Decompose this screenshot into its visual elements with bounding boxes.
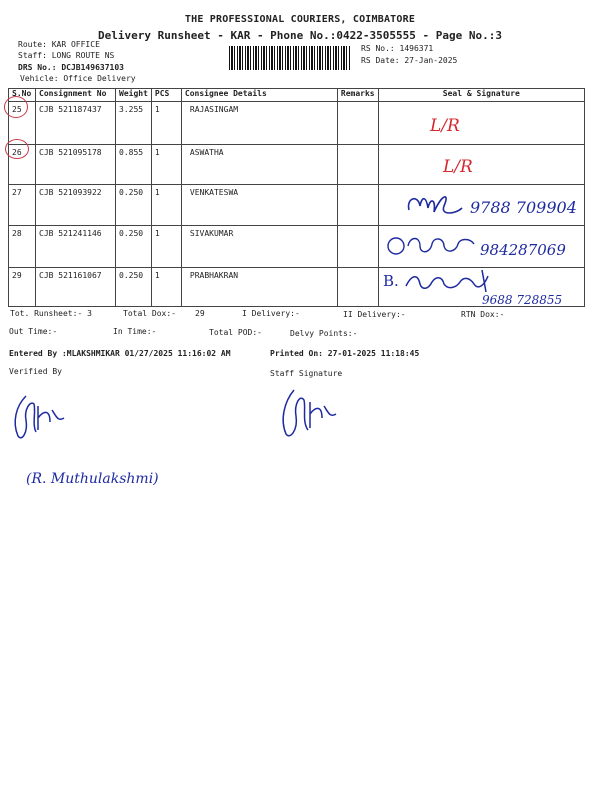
ii-delivery: II Delivery:- [343, 310, 406, 319]
row-weight: 0.250 [116, 226, 152, 268]
staff-signature-label: Staff Signature [270, 369, 343, 378]
staff-signature [278, 386, 338, 442]
rs-number: RS No.: 1496371 [361, 44, 434, 53]
row-consignment: CJB 521241146 [36, 226, 116, 268]
row-consignee: SIVAKUMAR [181, 226, 337, 268]
lr-remark: L/R [443, 157, 473, 177]
signature-scribble [402, 266, 500, 296]
row-pcs: 1 [151, 145, 181, 185]
col-weight: Weight [116, 89, 152, 102]
verifier-name: (R. Muthulakshmi) [26, 471, 159, 487]
in-time: In Time:- [113, 327, 157, 336]
vehicle-label: Vehicle: Office Delivery [20, 74, 136, 83]
sno-circle-mark [4, 96, 28, 118]
phone-note: 9788 709904 [470, 198, 577, 217]
row-seal [378, 145, 584, 185]
row-pcs: 1 [151, 268, 181, 307]
row-remarks [337, 185, 378, 226]
row-remarks [337, 268, 378, 307]
verified-by-label: Verified By [9, 367, 62, 376]
row-remarks [337, 226, 378, 268]
rs-date: RS Date: 27-Jan-2025 [361, 56, 458, 65]
total-pod: Total POD:- [209, 328, 262, 337]
row-weight: 3.255 [116, 102, 152, 145]
phone-note: 984287069 [480, 241, 566, 259]
row-consignment: CJB 521095178 [36, 145, 116, 185]
runsheet-title: Delivery Runsheet - KAR - Phone No.:0422-3505555 - Page No.:3 [98, 29, 502, 42]
col-consignment: Consignment No [36, 89, 116, 102]
row-consignee: VENKATESWA [181, 185, 337, 226]
row-consignee: RAJASINGAM [181, 102, 337, 145]
row-sno: 27 [9, 185, 36, 226]
row-seal [378, 102, 584, 145]
row-pcs: 1 [151, 226, 181, 268]
printed-on: Printed On: 27-01-2025 11:18:45 [270, 349, 420, 358]
barcode [229, 46, 351, 70]
row-remarks [337, 145, 378, 185]
col-remarks: Remarks [337, 89, 378, 102]
route-label: Route: KAR OFFICE [18, 40, 100, 49]
lr-remark: L/R [430, 116, 460, 136]
total-dox-value: 29 [195, 309, 205, 318]
row-weight: 0.250 [116, 268, 152, 307]
delvy-points: Delvy Points:- [290, 329, 358, 338]
table-row [9, 102, 585, 145]
total-dox-label: Total Dox:- [123, 309, 176, 318]
row-remarks [337, 102, 378, 145]
row-consignee: PRABHAKRAN [181, 268, 337, 307]
row-pcs: 1 [151, 102, 181, 145]
col-sno: S.No [9, 89, 36, 102]
entered-by: Entered By :MLAKSHMIKAR 01/27/2025 11:16:02 AM [9, 349, 231, 358]
table-row [9, 145, 585, 185]
signature-scribble [386, 232, 478, 258]
col-pcs: PCS [151, 89, 181, 102]
row-sno: 29 [9, 268, 36, 307]
out-time: Out Time:- [9, 327, 58, 336]
signature-scribble [404, 188, 464, 222]
i-delivery: I Delivery:- [242, 309, 300, 318]
row-consignment: CJB 521187437 [36, 102, 116, 145]
drs-number: DRS No.: DCJB149637103 [18, 63, 124, 72]
row-pcs: 1 [151, 185, 181, 226]
rtn-dox: RTN Dox:- [461, 310, 505, 319]
verifier-signature [8, 392, 70, 444]
signature-initial: B. [383, 272, 399, 290]
col-seal: Seal & Signature [378, 89, 584, 102]
phone-note: 9688 728855 [482, 293, 563, 307]
row-sno: 26 [9, 145, 36, 185]
tot-runsheet: Tot. Runsheet:- 3 [10, 309, 92, 318]
row-consignee: ASWATHA [181, 145, 337, 185]
sno-circle-mark [5, 139, 29, 159]
row-consignment: CJB 521161067 [36, 268, 116, 307]
row-weight: 0.250 [116, 185, 152, 226]
row-consignment: CJB 521093922 [36, 185, 116, 226]
col-consignee: Consignee Details [181, 89, 337, 102]
row-weight: 0.855 [116, 145, 152, 185]
table-header-row [9, 89, 585, 102]
row-sno: 28 [9, 226, 36, 268]
company-title: THE PROFESSIONAL COURIERS, COIMBATORE [184, 14, 416, 25]
row-sno: 25 [9, 102, 36, 145]
staff-label: Staff: LONG ROUTE NS [18, 51, 115, 60]
